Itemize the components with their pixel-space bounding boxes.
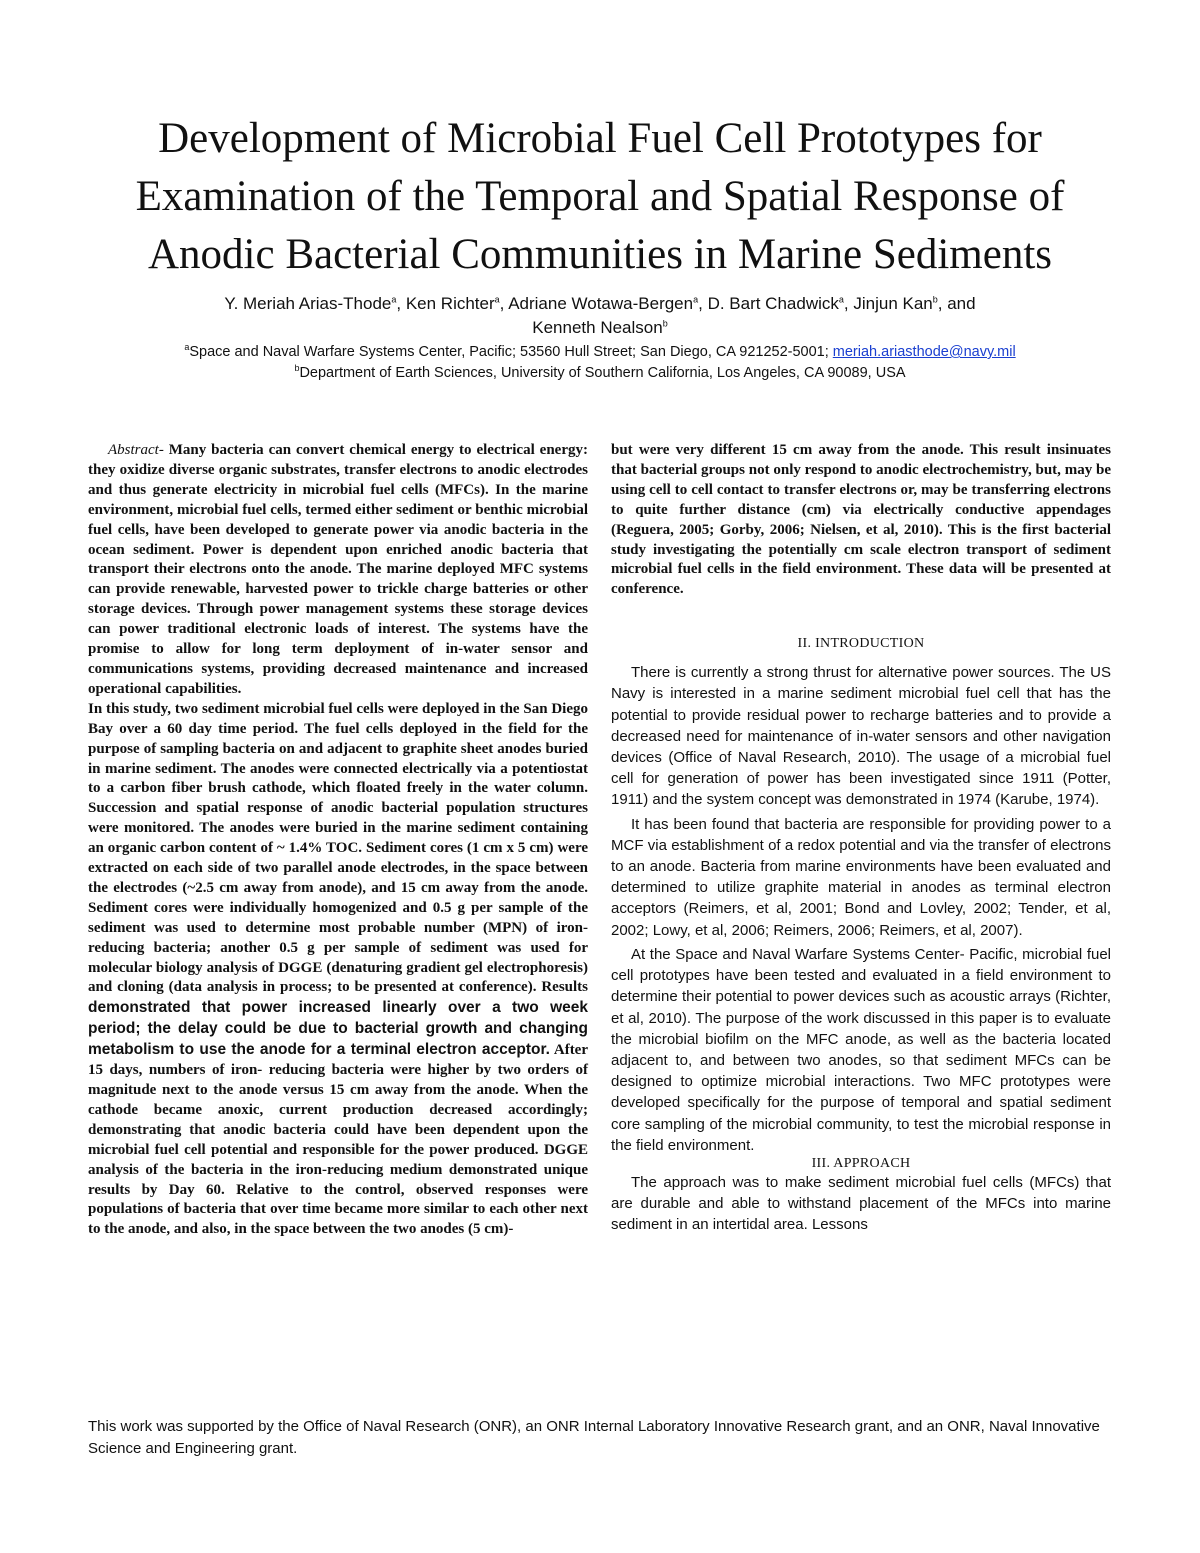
affiliation-mark: b xyxy=(932,294,938,305)
body-paragraph: The approach was to make sediment microbial fuel cells (MFCs) that are durable and able to withstand placement of the MFCs into marine sediment in an intertidal area. Lessons xyxy=(611,1173,1111,1234)
email-link[interactable]: meriah.ariasthode@navy.mil xyxy=(832,344,1016,360)
author-name: D. Bart Chadwick xyxy=(707,294,839,313)
affiliation-mark: a xyxy=(693,294,699,305)
affiliation-mark: a xyxy=(494,294,500,305)
title-line: Examination of the Temporal and Spatial Response of xyxy=(135,173,1065,220)
affiliation-b xyxy=(70,364,1130,382)
affiliation-text: Space and Naval Warfare Systems Center, Pacific; 53560 Hull Street; San Diego, CA 921252-5001; xyxy=(189,344,833,360)
abstract-text: demonstrated that power increased linearly over a two week period; the delay could be due to bacterial growth and changing metabolism to use the anode for a terminal electron acceptor. xyxy=(88,999,588,1059)
author-list xyxy=(70,292,1130,340)
affiliation-mark: a xyxy=(391,294,397,305)
body-paragraph: At the Space and Naval Warfare Systems Center- Pacific, microbial fuel cell prototypes have been tested and evaluated in a field environment to determine their potential to power devices such as acoustic arrays (Richter, et al, 2010). The purpose of the work discussed in this paper is to evaluate the microbial biofilm on the MFC anode, as well as the bacteria located adjacent to, and between two anodes, so that sediment MFCs can be designed to optimize microbial interactions. Two MFC prototypes were developed specifically for the purpose of temporal and spatial sediment core sampling of the microbial community, to test the microbial response in the field environment. xyxy=(611,945,1111,1154)
section-heading: II. INTRODUCTION xyxy=(797,636,925,652)
author-name: Kenneth Nealson xyxy=(532,318,663,337)
abstract-paragraph: but were very different 15 cm away from the anode. This result insinuates that bacterial groups not only respond to anodic electrochemistry, but, may be using cell to cell contact to transfer electrons or, may be transferring electrons to quite further distance (cm) via electrically conductive appendages (Reguera, 2005; Gorby, 2006; Nielsen, et al, 2010). This is the first bacterial study investigating the potentially cm scale electron transport of sediment microbial fuel cells in the field environment. These data will be presented at conference. xyxy=(611,442,1111,598)
abstract-text: In this study, two sediment microbial fuel cells were deployed in the San Diego Bay over a 60 day time period. The fuel cells deployed in the field for the purpose of sampling bacteria on and adjacent to graphite sheet anodes buried in marine sediment. The anodes were connected electrically via a potentiostat to a carbon fiber brush cathode, which floated freely in the water column. Succession and spatial response of anodic bacterial population structures were monitored. The anodes were buried in the marine sediment containing an organic carbon content of ~ 1.4% TOC. Sediment cores (1 cm x 5 cm) were extracted on each side of two parallel anode electrodes, in the space between the electrodes (~2.5 cm away from anode), and 15 cm away from the anode. Sediment cores were individually homogenized and 0.5 g per sample of the sediment was used to determine most probable number (MPN) of iron- reducing bacteria; another 0.5 g per sample of sediment was used for molecular biology analysis of DGGE (denaturing gradient gel electrophoresis) and cloning (data analysis in process; to be presented at conference). Results xyxy=(88,700,588,996)
affiliation-text: Department of Earth Sciences, University of Southern California, Los Angeles, CA 90089, USA xyxy=(299,365,906,381)
author-separator: , and xyxy=(937,294,976,313)
body-paragraph: There is currently a strong thrust for alternative power sources. The US Navy is interested in a marine sediment microbial fuel cell that has the potential to provide residual power to recharge batteries and to provide a decreased need for maintenance of in-water sensors and other navigation devices (Office of Naval Research, 2010). The usage of a microbial fuel cell for generation of power has been investigated since 1911 (Potter, 1911) and the system concept was demonstrated in 1974 (Karube, 1974). xyxy=(611,664,1111,809)
author-name: Y. Meriah Arias-Thode xyxy=(224,294,392,313)
author-separator: , xyxy=(843,294,854,313)
abstract-text: Many bacteria can convert chemical energy to electrical energy: they oxidize diverse organic substrates, transfer electrons to anodic electrodes and thus generate electricity in microbial fuel cells (MFCs). In the marine environment, microbial fuel cells, termed either sediment or benthic microbial fuel cells, have been developed to generate power via anodic bacteria in the ocean sediment. Power is dependent upon enriched anodic bacteria that transport their electrons onto the anode. The marine deployed MFC systems can provide renewable, harvested power to trickle charge batteries or other storage devices. Through power management systems these storage devices can power traditional electronic loads of interest. The systems have the promise to allow for long term deployment of in-water sensor and communications systems, providing decreased maintenance and increased operational capabilities. xyxy=(88,442,588,697)
abstract-paragraph xyxy=(88,441,588,700)
affiliation-mark: b xyxy=(294,363,300,374)
author-name: Adriane Wotawa-Bergen xyxy=(508,294,694,313)
abstract-text: After 15 days, numbers of iron- reducing bacteria were higher by two orders of magnitude next to the anode versus 15 cm away from the anode. When the cathode became anoxic, current production decreased accordingly; demonstrating that anodic bacteria could have been dependent upon the microbial fuel cell potential and responsible for the power produced. DGGE analysis of the bacteria in the iron-reducing medium demonstrated unique results by Day 60. Relative to the control, observed responses were populations of bacteria that over time became more similar to each other next to the anode, and also, in the space between the two anodes (5 cm)- xyxy=(88,1042,588,1238)
affiliation-mark: a xyxy=(184,342,190,353)
affiliation-mark: a xyxy=(838,294,844,305)
title-line: Development of Microbial Fuel Cell Prototypes for xyxy=(158,115,1042,162)
author-separator: , xyxy=(698,294,708,313)
author-name: Jinjun Kan xyxy=(853,294,933,313)
abstract-paragraph xyxy=(88,700,588,1240)
body-paragraph: It has been found that bacteria are responsible for providing power to a MCF via establishment of a redox potential and via the transfer of electrons to an anode. Bacteria from marine environments have been evaluated and determined to utilize graphite material in anodes as terminal electron acceptors (Reimers, et al, 2001; Bond and Lovley, 2002; Tender, et al, 2002; Lowy, et al, 2006; Reimers, 2006; Reimers, et al, 2007). xyxy=(611,815,1111,939)
author-separator: , xyxy=(396,294,406,313)
abstract-label: Abstract- xyxy=(108,442,164,458)
paper-title xyxy=(60,110,1140,284)
affiliation-mark: b xyxy=(662,318,668,329)
author-separator: , xyxy=(499,294,509,313)
affiliation-a xyxy=(70,343,1130,361)
funding-footnote: This work was supported by the Office of Naval Research (ONR), an ONR Internal Laboratory Innovative Research grant, and an ONR, Naval Innovative Science and Engineering grant. xyxy=(88,1418,1100,1457)
left-column xyxy=(88,441,588,1240)
title-line: Anodic Bacterial Communities in Marine Sediments xyxy=(147,231,1053,278)
right-column xyxy=(611,441,1111,1236)
author-name: Ken Richter xyxy=(405,294,495,313)
section-heading: III. APPROACH xyxy=(811,1155,911,1171)
